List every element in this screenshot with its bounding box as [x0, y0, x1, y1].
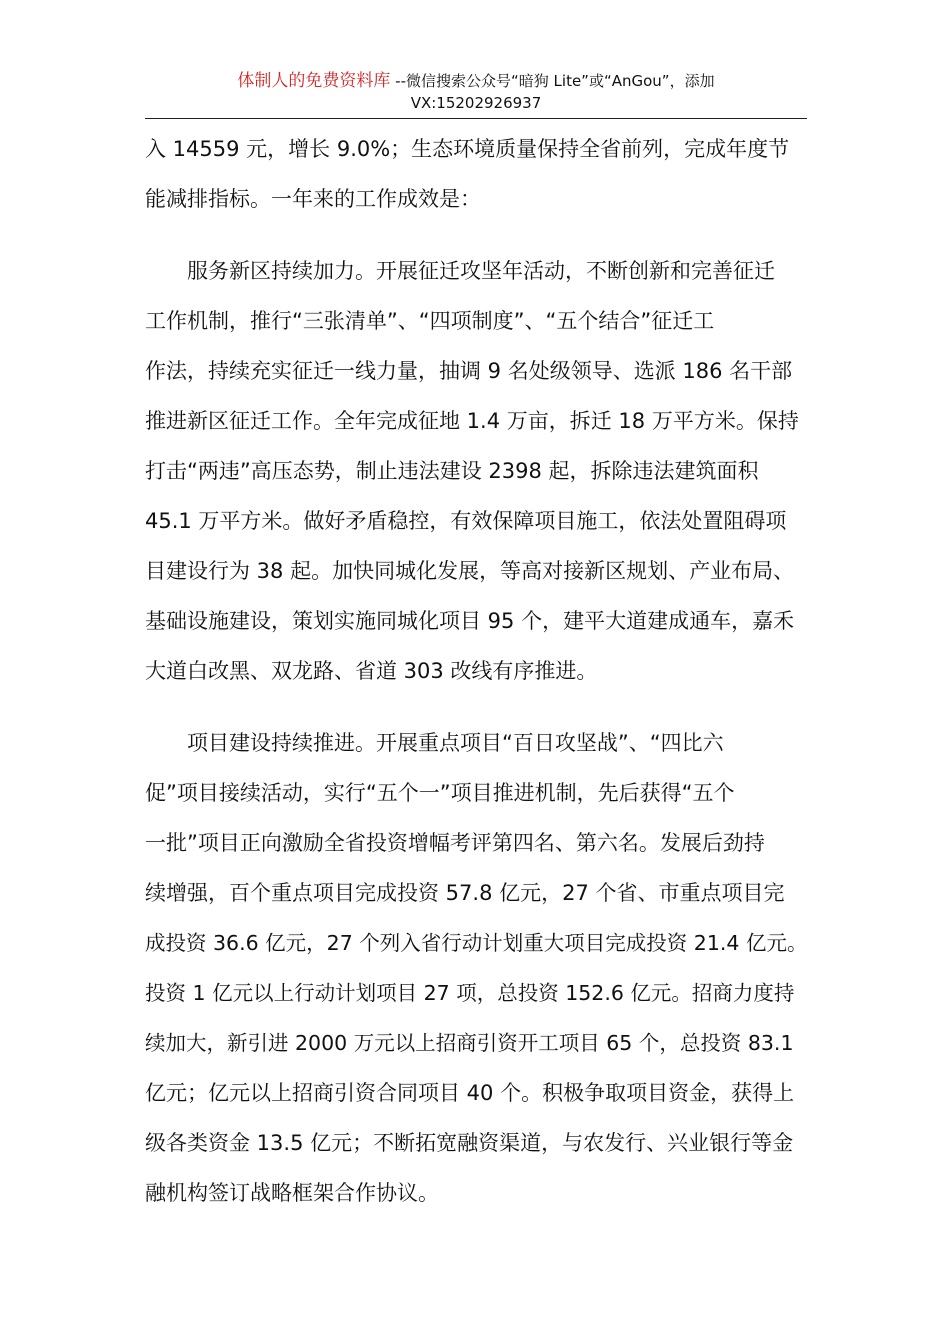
- text-line: 推进新区征迁工作。全年完成征地 1.4 万亩，拆迁 18 万平方米。保持: [145, 409, 799, 433]
- text-line: 作法，持续充实征迁一线力量，抽调 9 名处级领导、选派 186 名干部: [145, 359, 793, 383]
- text-line: 促”项目接续活动，实行“五个一”项目推进机制，先后获得“五个: [145, 781, 735, 805]
- paragraph-new-district: [145, 246, 807, 696]
- paragraph-intro: [145, 124, 807, 224]
- text-line: 投资 1 亿元以上行动计划项目 27 项，总投资 152.6 亿元。招商力度持: [145, 981, 795, 1005]
- text-line: 能减排指标。一年来的工作成效是：: [145, 187, 481, 211]
- text-line: 一批”项目正向激励全省投资增幅考评第四名、第六名。发展后劲持: [145, 831, 765, 855]
- text-line: 续加大，新引进 2000 万元以上招商引资开工项目 65 个，总投资 83.1: [145, 1031, 794, 1055]
- text-line: 工作机制，推行“三张清单”、“四项制度”、“五个结合”征迁工: [145, 309, 715, 333]
- text-line: 目建设行为 38 起。加快同城化发展，等高对接新区规划、产业布局、: [145, 559, 795, 583]
- text-line: 服务新区持续加力。开展征迁攻坚年活动，不断创新和完善征迁: [187, 259, 775, 283]
- text-line: 亿元；亿元以上招商引资合同项目 40 个。积极争取项目资金，获得上: [145, 1081, 795, 1105]
- text-line: 融机构签订战略框架合作协议。: [145, 1181, 439, 1205]
- brand-name: 体制人的免费资料库: [237, 71, 391, 91]
- header-divider: [145, 118, 807, 119]
- text-line: 45.1 万平方米。做好矛盾稳控，有效保障项目施工，依法处置阻碍项: [145, 509, 787, 533]
- paragraph-projects: [145, 718, 807, 1218]
- text-line: 打击“两违”高压态势，制止违法建设 2398 起，拆除违法建筑面积: [145, 459, 759, 483]
- text-line: 项目建设持续推进。开展重点项目“百日攻坚战”、“四比六: [187, 731, 724, 755]
- header-notice-line1: --微信搜索公众号“暗狗 Lite”或“AnGou”，添加: [390, 72, 715, 90]
- text-line: 基础设施建设，策划实施同城化项目 95 个，建平大道建成通车，嘉禾: [145, 609, 795, 633]
- header-line-1: [145, 70, 807, 92]
- text-line: 续增强，百个重点项目完成投资 57.8 亿元，27 个省、市重点项目完: [145, 881, 785, 905]
- text-line: 入 14559 元，增长 9.0%；生态环境质量保持全省前列，完成年度节: [145, 137, 790, 161]
- text-line: 大道白改黑、双龙路、省道 303 改线有序推进。: [145, 659, 598, 683]
- header-notice-line2: VX:15202926937: [410, 94, 542, 112]
- text-line: 级各类资金 13.5 亿元；不断拓宽融资渠道，与农发行、兴业银行等金: [145, 1131, 794, 1155]
- text-line: 成投资 36.6 亿元，27 个列入省行动计划重大项目完成投资 21.4 亿元。: [145, 931, 808, 955]
- page-header: [145, 70, 807, 114]
